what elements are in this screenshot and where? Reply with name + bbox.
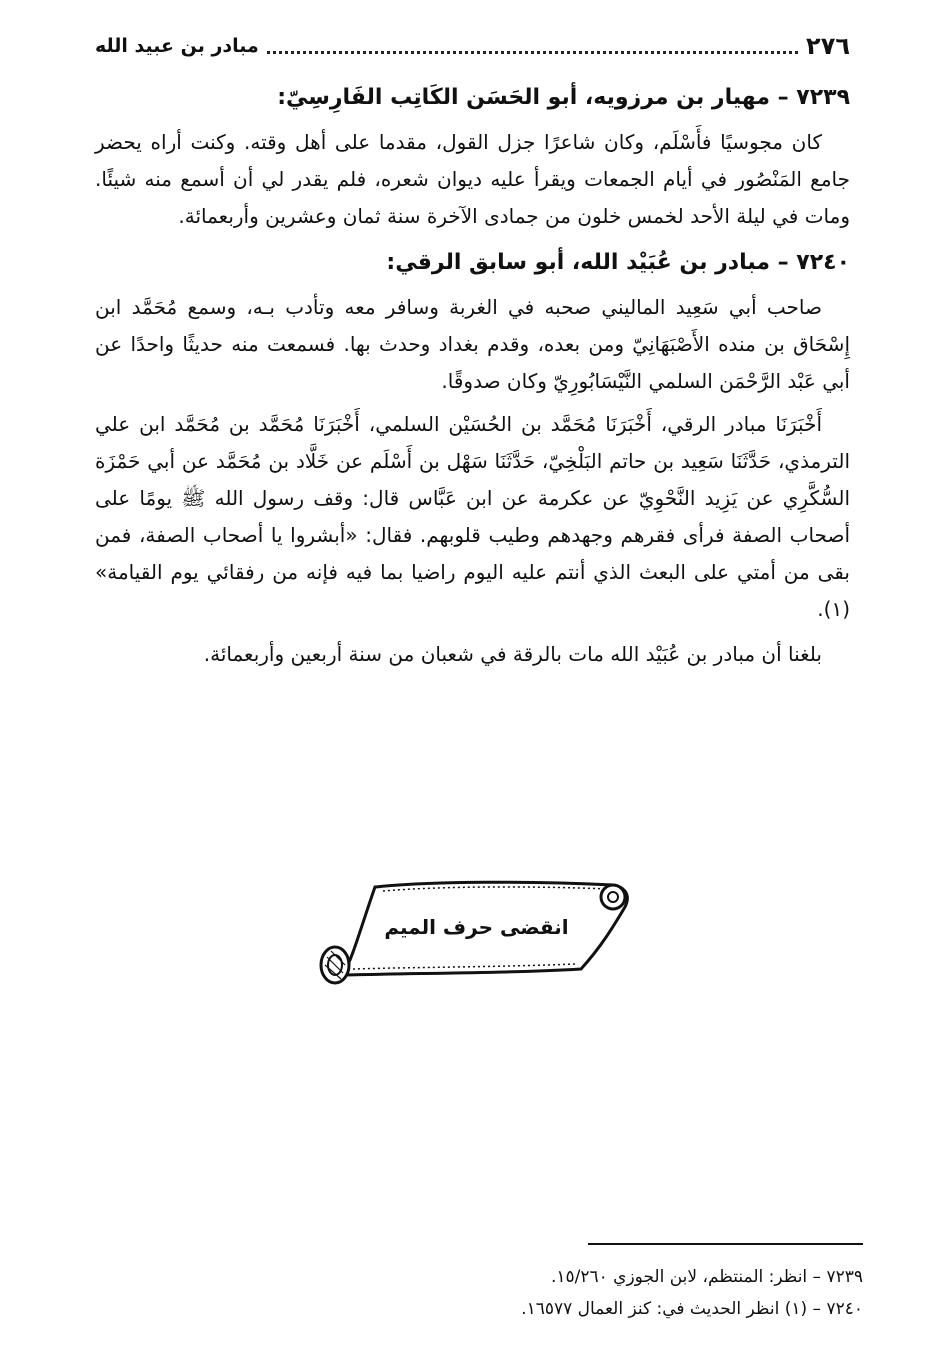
running-title: مبادر بن عبيد الله xyxy=(95,35,259,57)
hadith-paragraph: أَخْبَرَنَا مبادر الرقي، أَخْبَرَنَا مُحَمَّد بن الحُسَيْن السلمي، أَخْبَرَنَا مُحَمَّد بن مُحَمَّد ابن علي الترمذي، حَدَّثَنَا سَعِيد بن حاتم البَلْخِيّ، حَدَّثَنَا سَهْل بن أَسْلَم عن خَلَّاد بن مُحَمَّد عن أبي حَمْزَة السُّكَّرِي عن يَزِيد النَّحْوِيّ عن عكرمة عن ابن عَبَّاس قال: وقف رسول الله ﷺ يومًا على أصحاب الصفة فرأى فقرهم وجهدهم وطيب قلوبهم. فقال: «أبشروا يا أصحاب الصفة، فمن بقى من أمتي على البعث الذي أنتم عليه اليوم راضيا بما فيه فإنه من رفقائي يوم القيامة» (١). xyxy=(95,412,850,621)
entry-7239 xyxy=(95,78,850,235)
footnote-separator xyxy=(588,1243,863,1245)
main-text xyxy=(95,70,850,679)
entry-7240 xyxy=(95,243,850,673)
entry-paragraph: كان مجوسيًا فأَسْلَم، وكان شاعرًا جزل القول، مقدما على أهل وقته. وكنت أراه يحضر جامع المَنْصُور في أيام الجمعات ويقرأ عليه ديوان شعره، فلم يقدر لي أن أسمع منه شيئًا. ومات في ليلة الأحد لخمس خلون من جمادى الآخرة سنة ثمان وعشرين وأربعمائة. xyxy=(95,130,850,228)
entry-paragraph: صاحب أبي سَعِيد الماليني صحبه في الغربة وسافر معه وتأدب بـه، وسمع مُحَمَّد ابن إِسْحَاق بن منده الأَصْبَهَانِيّ ومن بعده، وقدم بغداد وحدث بها. فسمعت منه حديثًا واحدًا عن أبي عَبْد الرَّحْمَن السلمي النَّيْسَابُورِيّ وكان صدوقًا. xyxy=(95,295,850,393)
header-leader-dots xyxy=(267,51,798,54)
banner-text: انقضى حرف الميم xyxy=(384,915,569,939)
footnote-7239: ٧٢٣٩ – انظر: المنتظم، لابن الجوزي ١٥/٢٦٠. xyxy=(550,1267,863,1287)
entry-paragraph: بلغنا أن مبادر بن عُبَيْد الله مات بالرقة في شعبان من سنة أربعين وأربعمائة. xyxy=(203,642,822,666)
footnote-7240: ٧٢٤٠ – (١) انظر الحديث في: كنز العمال ١٦٥٧٧. xyxy=(521,1299,863,1319)
entry-heading: ٧٢٣٩ – مهيار بن مرزويه، أبو الحَسَن الكَاتِب الفَارِسِيّ: xyxy=(277,85,850,110)
entry-heading: ٧٢٤٠ – مبادر بن عُبَيْد الله، أبو سابق الرقي: xyxy=(386,250,850,275)
page-number: ٢٧٦ xyxy=(806,32,850,60)
section-end-banner xyxy=(313,877,640,987)
page-header xyxy=(95,28,850,64)
